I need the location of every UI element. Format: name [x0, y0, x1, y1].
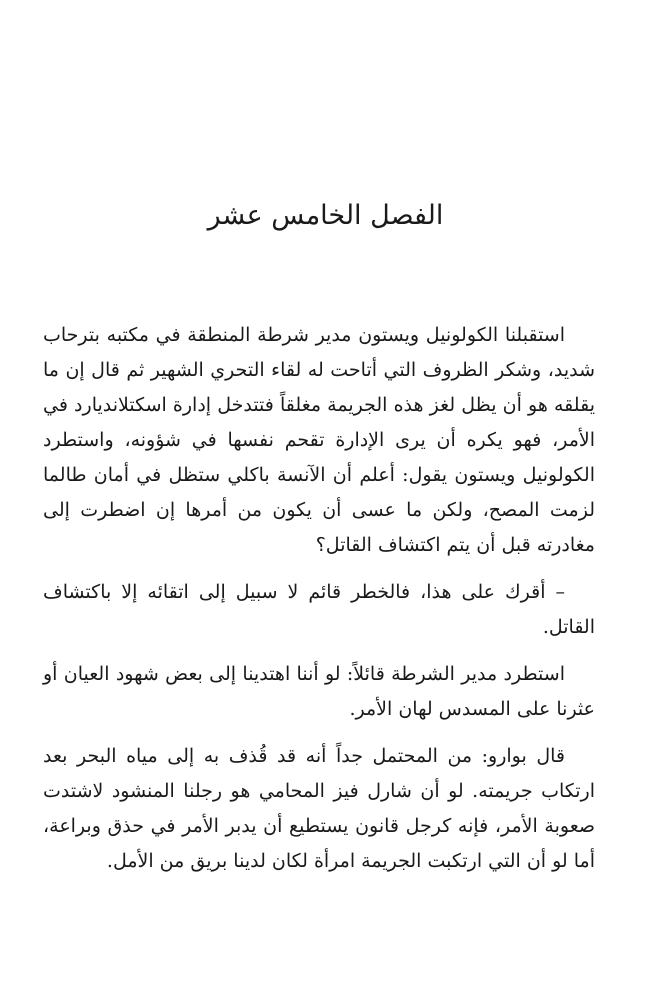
paragraph-dialogue-reply: – أقرك على هذا، فالخطر قائم لا سبيل إلى اتقائه إلا باكتشاف القاتل. — [43, 581, 595, 638]
chapter-body — [43, 318, 595, 891]
chapter-title: الفصل الخامس عشر — [207, 200, 444, 231]
paragraph-police-chief: استطرد مدير الشرطة قائلاً: لو أننا اهتدينا إلى بعض شهود العيان أو عثرنا على المسدس لهان الأمر. — [43, 663, 595, 720]
paragraph-intro: استقبلنا الكولونيل ويستون مدير شرطة المنطقة في مكتبه بترحاب شديد، وشكر الظروف التي أتاحت له لقاء التحري الشهير ثم قال إن ما يقلقه هو أن يظل لغز هذه الجريمة مغلقاً فتتدخل إدارة اسكتلانديارد في الأمر، فهو يكره أن يرى الإدارة تقحم نفسها في شؤونه، واستطرد الكولونيل ويستون يقول: أعلم أن الآنسة باكلي ستظل في أمان طالما لزمت المصح، ولكن ما عسى أن يكون من أمرها إن اضطرت إلى مغادرته قبل أن يتم اكتشاف القاتل؟ — [43, 324, 595, 556]
paragraph-poirot: قال بوارو: من المحتمل جداً أنه قد قُذف به إلى مياه البحر بعد ارتكاب جريمته. لو أن شارل فيز المحامي هو رجلنا المنشود لاشتدت صعوبة الأمر، فإنه كرجل قانون يستطيع أن يدبر الأمر في حذق وبراعة، أما لو أن التي ارتكبت الجريمة امرأة لكان لدينا بريق من الأمل. — [43, 745, 595, 872]
